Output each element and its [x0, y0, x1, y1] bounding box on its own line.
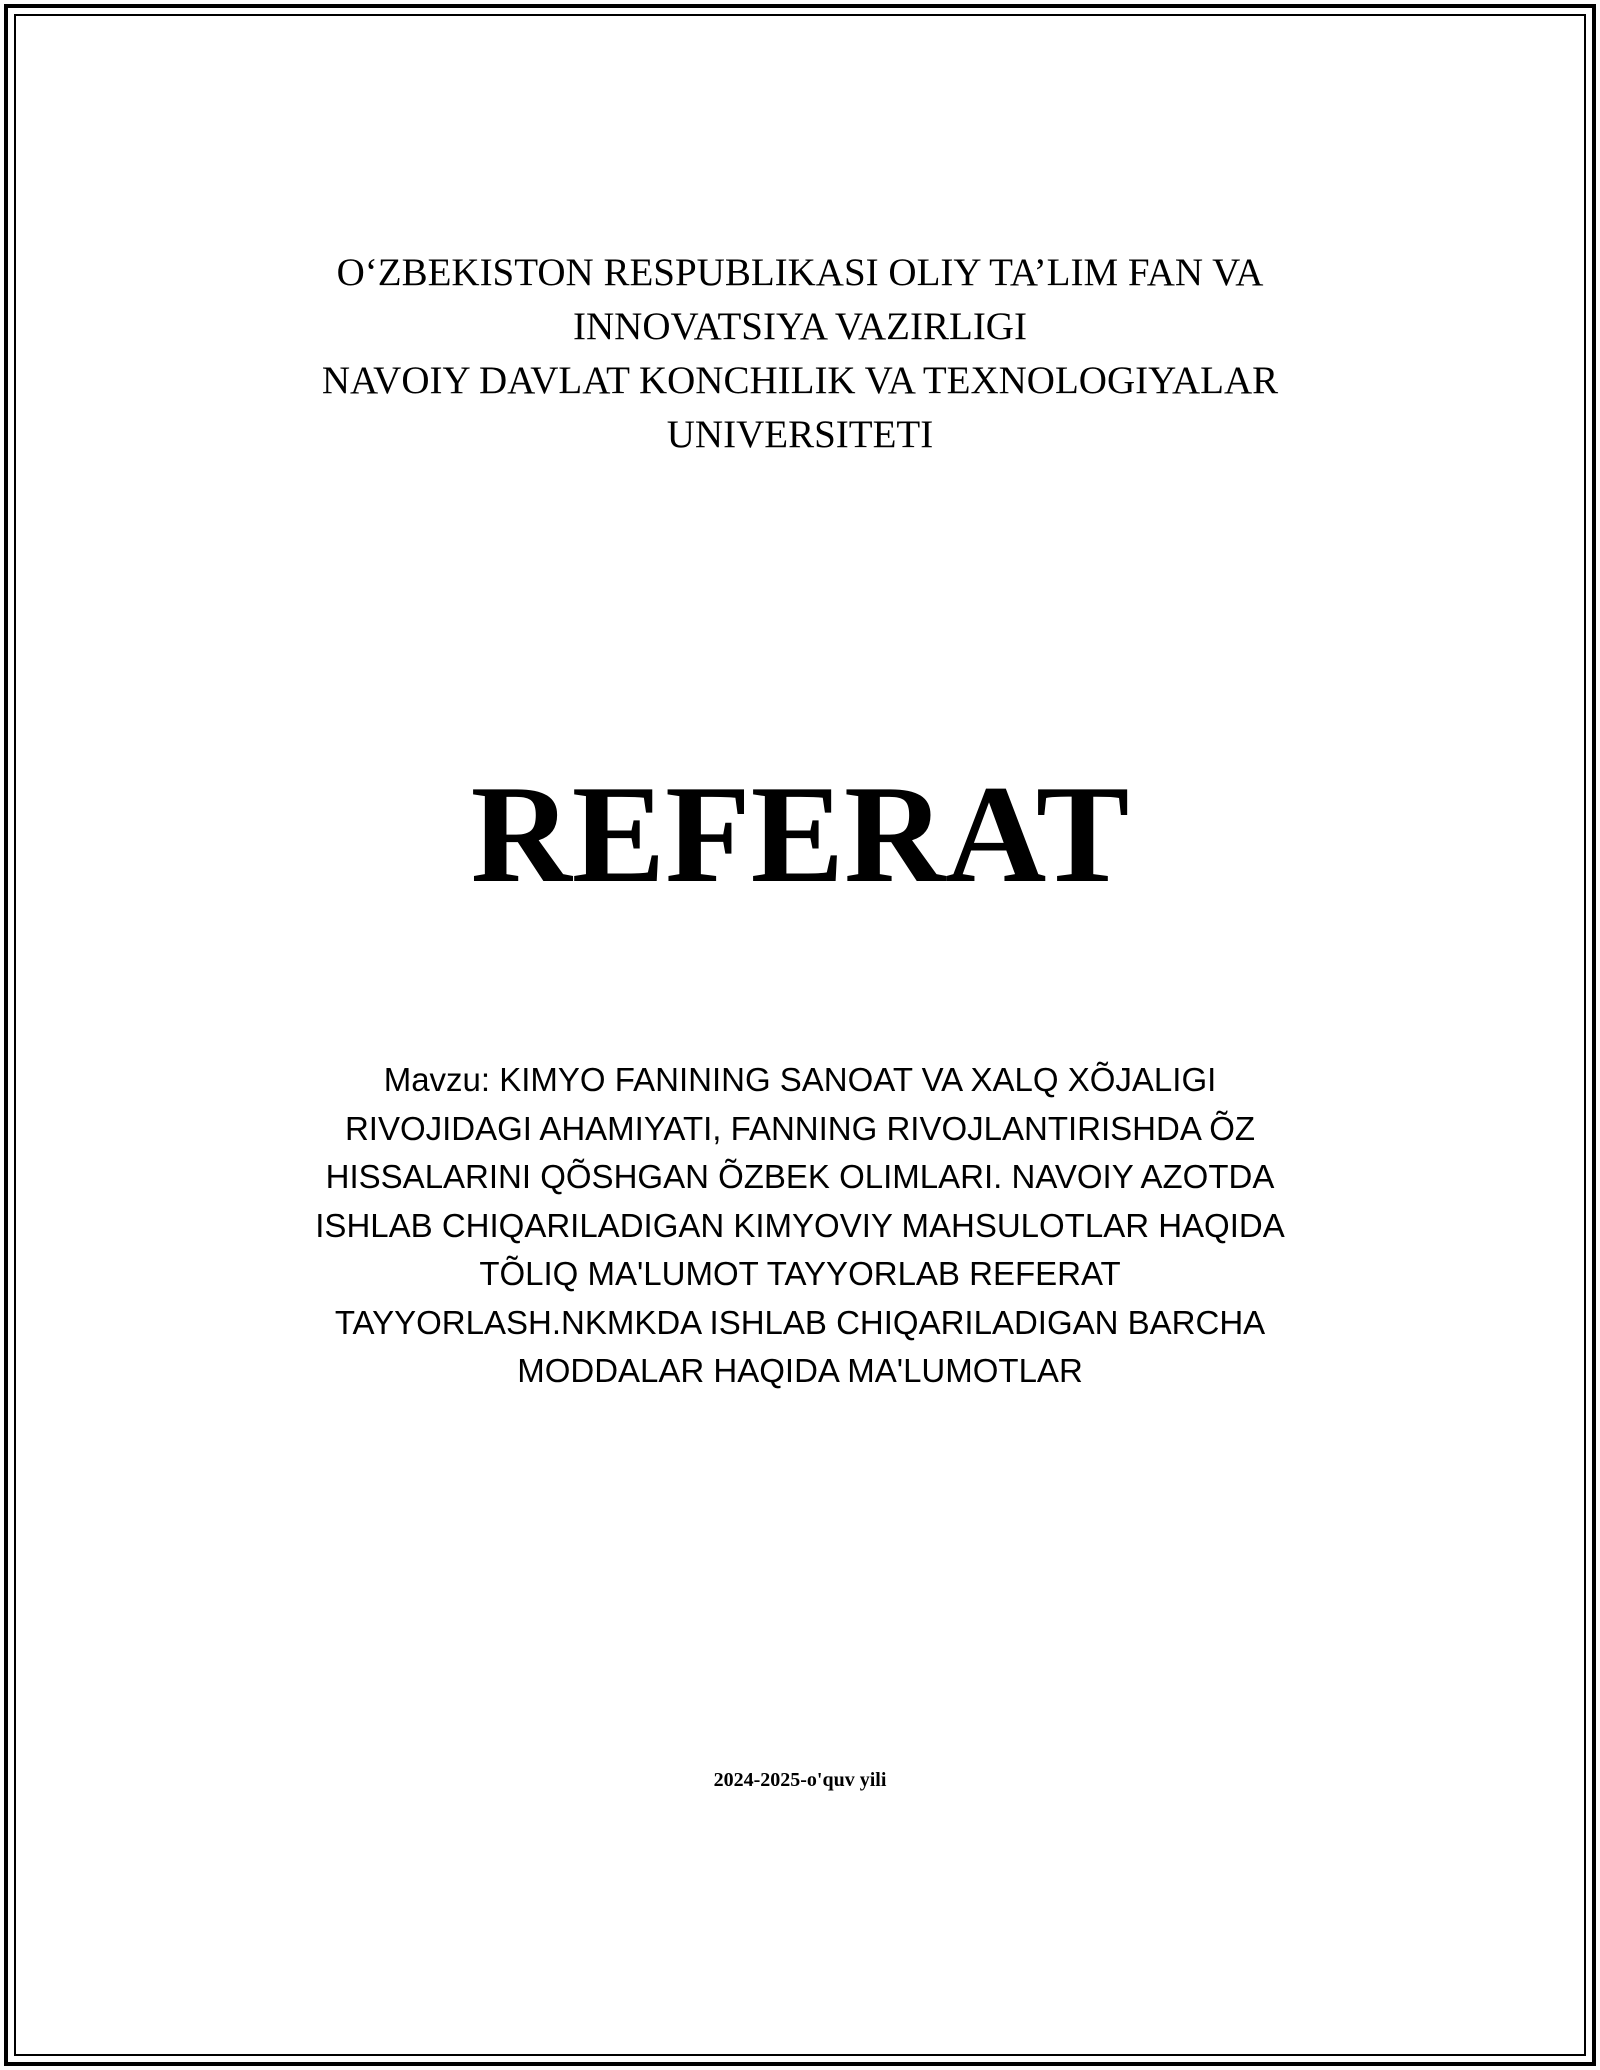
topic-line: TAYYORLASH.NKMKDA ISHLAB CHIQARILADIGAN BARCHA: [334, 1303, 1266, 1341]
document-title: REFERAT: [470, 757, 1130, 912]
header-line-university-cont: UNIVERSITETI: [666, 413, 934, 456]
topic-line: HISSALARINI QÕSHGAN ÕZBEK OLIMLARI. NAVOIY AZOTDA: [325, 1158, 1275, 1195]
topic-line: MODDALAR HAQIDA MA'LUMOTLAR: [517, 1352, 1083, 1389]
header-line-ministry: O‘ZBEKISTON RESPUBLIKASI OLIY TA’LIM FAN VA: [336, 251, 1264, 294]
institution-header: [0, 246, 1600, 462]
header-line-ministry-cont: INNOVATSIYA VAZIRLIGI: [573, 305, 1027, 348]
topic-line: ISHLAB CHIQARILADIGAN KIMYOVIY MAHSULOTLAR HAQIDA: [315, 1206, 1285, 1244]
topic-line: RIVOJIDAGI AHAMIYATI, FANNING RIVOJLANTIRISHDA ÕZ: [344, 1109, 1256, 1147]
topic-line: TÕLIQ MA'LUMOT TAYYORLAB REFERAT: [479, 1255, 1121, 1292]
academic-year: 2024-2025-o'quv yili: [713, 1769, 887, 1791]
topic-block: [0, 1056, 1600, 1396]
topic-line: Mavzu: KIMYO FANINING SANOAT VA XALQ XÕJALIGI: [383, 1061, 1217, 1098]
header-line-university: NAVOIY DAVLAT KONCHILIK VA TEXNOLOGIYALAR: [321, 359, 1279, 402]
